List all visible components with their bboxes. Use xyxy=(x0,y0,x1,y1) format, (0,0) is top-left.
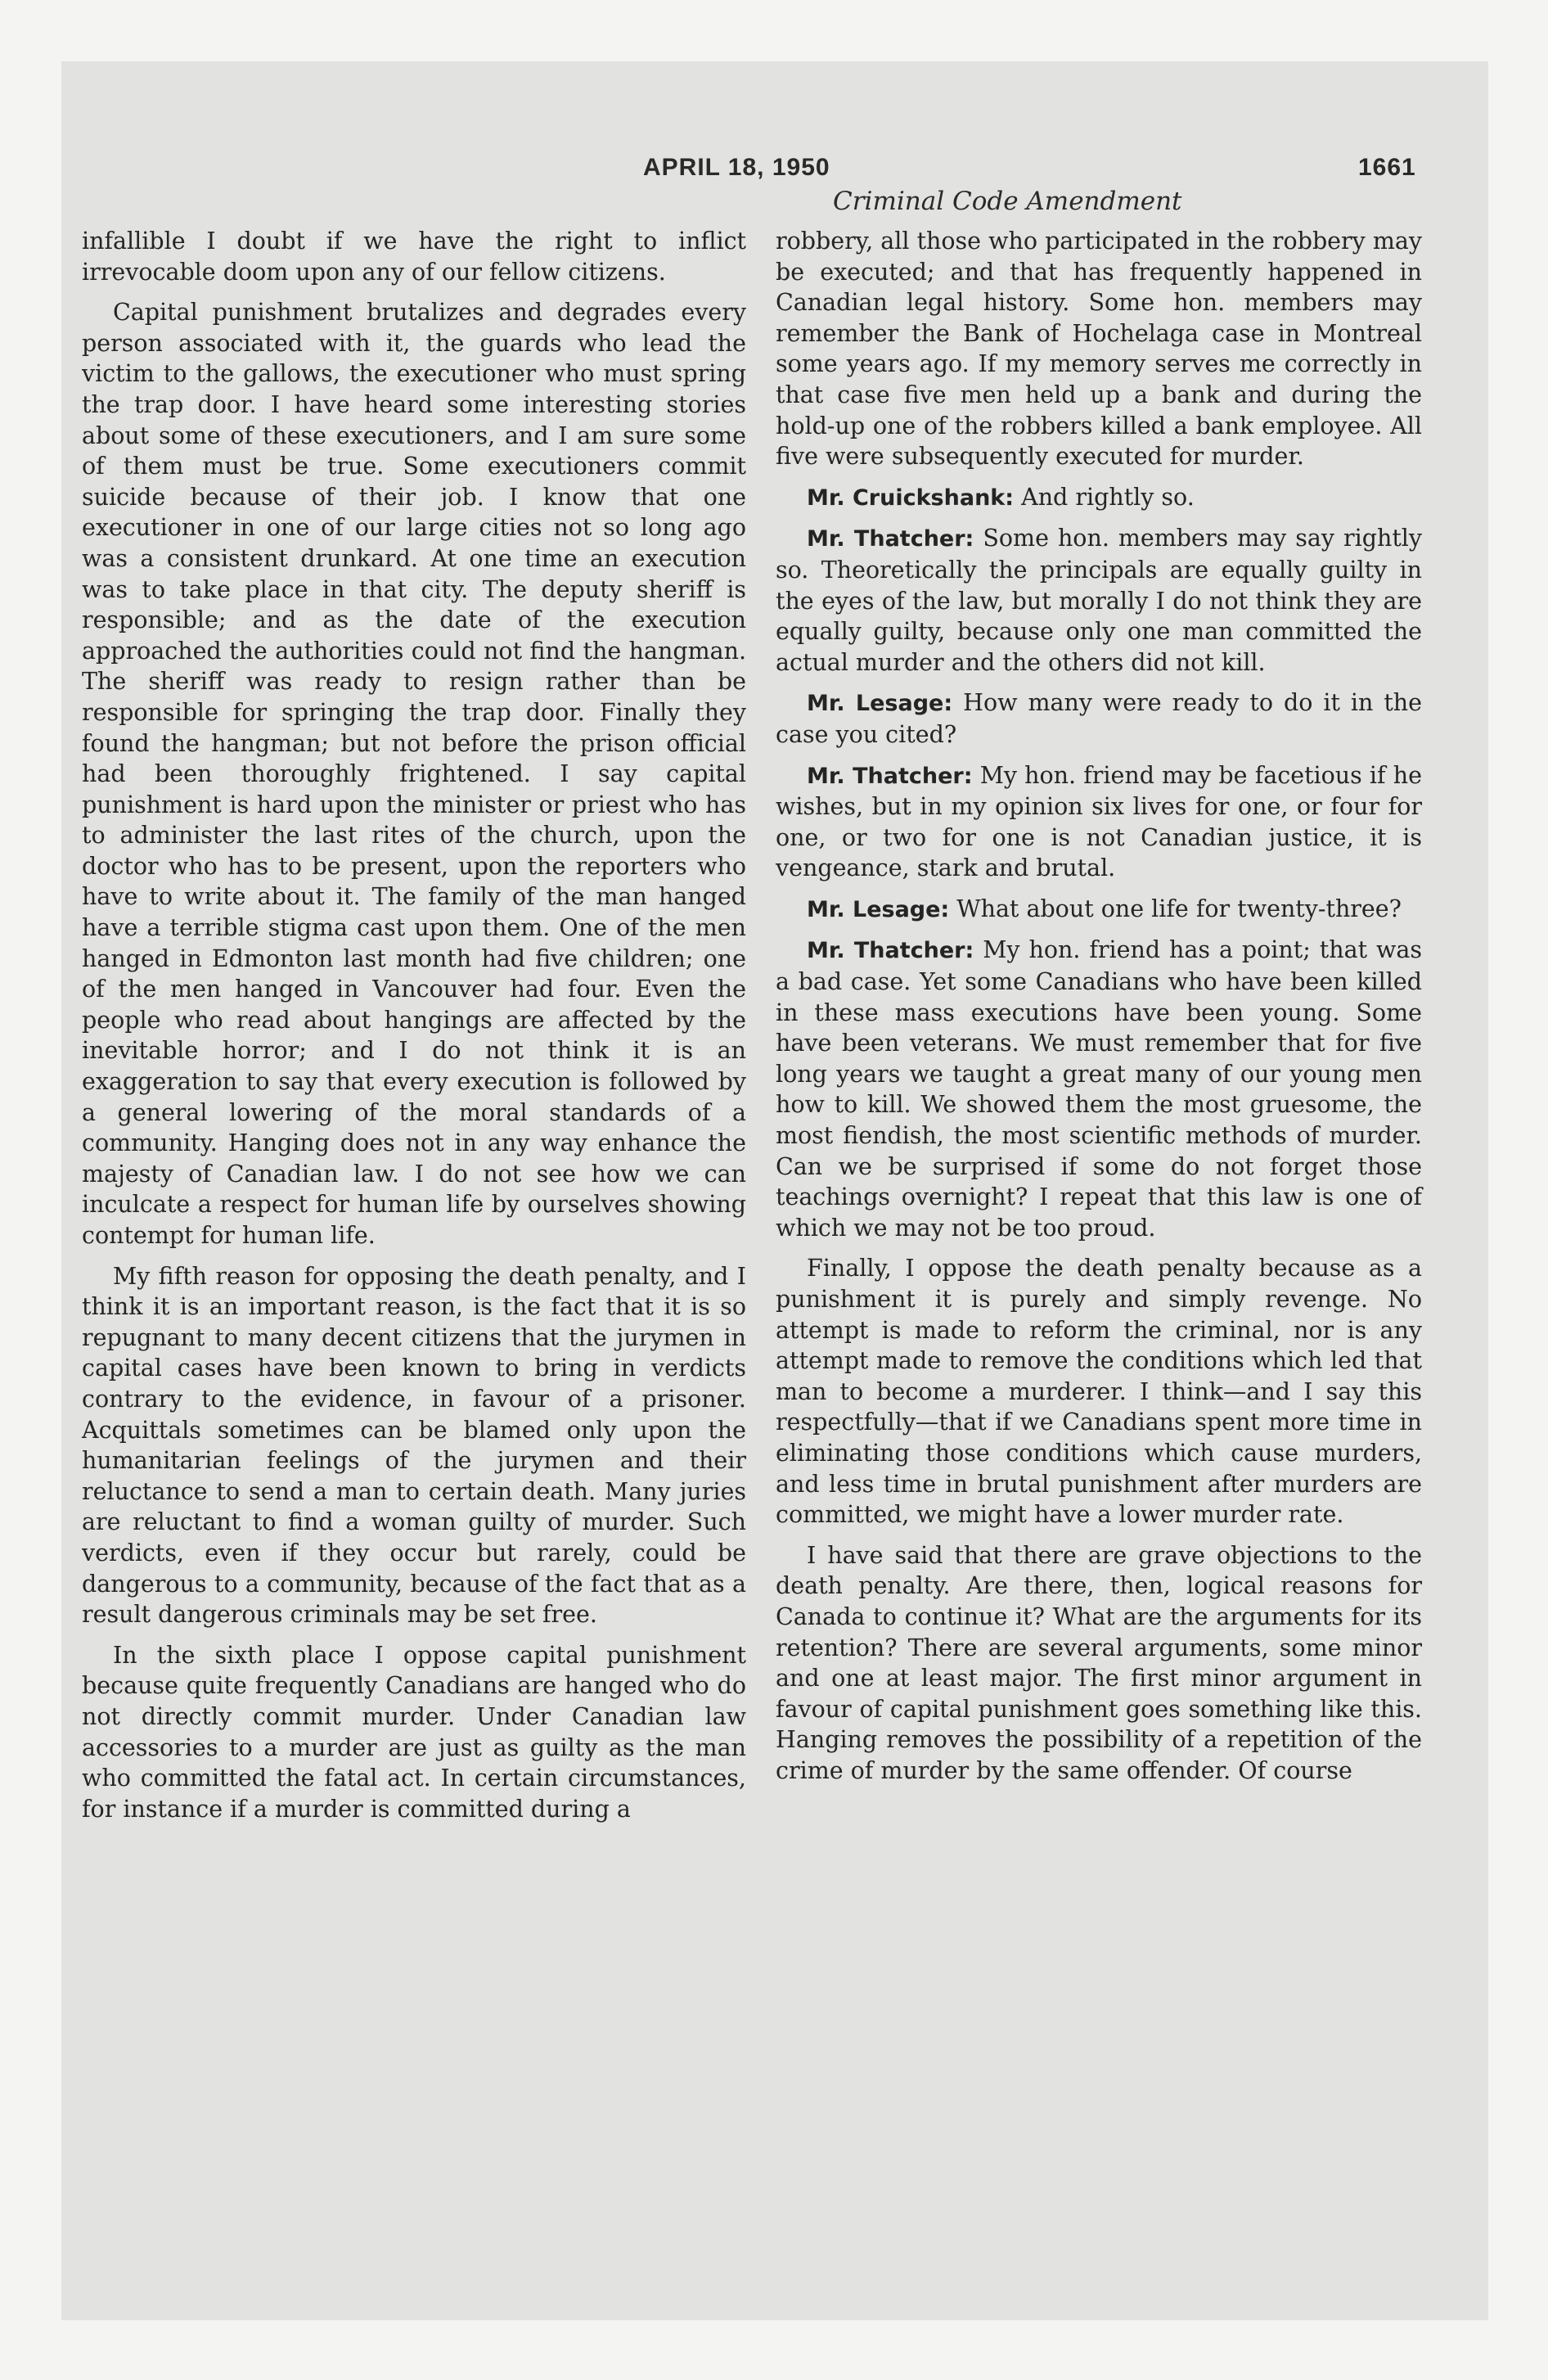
left-column xyxy=(82,226,746,1834)
speech-text: How many were ready to do it in the case you cited? xyxy=(776,689,1422,748)
speech xyxy=(776,687,1422,750)
right-column xyxy=(776,226,1422,1796)
speaker-name: Mr. Thatcher: xyxy=(807,763,973,789)
speaker-name: Mr. Thatcher: xyxy=(807,526,974,552)
speech-text: My hon. friend may be facetious if he wishes, but in my opinion six lives for one, or four for one, or two for one is not Canadian justice, it is vengeance, stark and brutal. xyxy=(776,761,1422,882)
paragraph: Finally, I oppose the death penalty because as a punishment it is purely and simply revenge. No attempt is made to reform the criminal, nor is any attempt made to remove the conditions which led that man to become a murderer. I think—and I say this respectfully—that if we Canadians spent more time in eliminating those conditions which cause murders, and less time in brutal punishment after murders are committed, we might have a lower murder rate. xyxy=(776,1255,1422,1529)
paragraph: My fifth reason for opposing the death penalty, and I think it is an important reason, is the fact that it is so repugnant to many decent citizens that the jurymen in capital cases have been known to bring in verdicts contrary to the evidence, in favour of a prisoner. Acquittals sometimes can be blamed only upon the humanitarian feelings of the jurymen and their reluctance to send a man to certain death. Many juries are reluctant to find a woman guilty of murder. Such verdicts, even if they occur but rarely, could be dangerous to a community, because of the fact that as a result dangerous criminals may be set free. xyxy=(82,1262,746,1629)
paragraph: I have said that there are grave objections to the death penalty. Are there, then, logical reasons for Canada to continue it? What are the arguments for its retention? There are several arguments, some minor and one at least major. The first minor argument in favour of capital punishment goes something like this. Hanging removes the possibility of a repetition of the crime of murder by the same offender. Of course xyxy=(776,1541,1422,1784)
speaker-name: Mr. Lesage: xyxy=(807,691,953,717)
paragraph: In the sixth place I oppose capital punishment because quite frequently Canadians are hanged who do not directly commit murder. Under Canadian law accessories to a murder are just as guilty as the man who committed the fatal act. In certain circumstances, for instance if a murder is committed during a xyxy=(82,1641,746,1823)
section-title: Criminal Code Amendment xyxy=(833,187,1182,216)
speech xyxy=(776,482,1422,514)
speech xyxy=(776,935,1422,1243)
speech-text: And rightly so. xyxy=(1021,483,1195,511)
speech-text: My hon. friend has a point; that was a bad case. Yet some Canadians who have been killed in these mass executions have been young. Some have been veterans. We must remember that for five long years we taught a great many of our young men how to kill. We showed them the most gruesome, the most fiendish, the most scientific methods of murder. Can we be surprised if some do not forget those teachings overnight? I repeat that this law is one of which we may not be too proud. xyxy=(776,936,1422,1242)
speech xyxy=(776,523,1422,678)
speaker-name: Mr. Lesage: xyxy=(807,896,950,922)
page-number: 1661 xyxy=(1358,154,1416,181)
speaker-name: Mr. Thatcher: xyxy=(807,938,974,964)
speech-text: What about one life for twenty-three? xyxy=(956,895,1402,922)
paragraph: robbery, all those who participated in the robbery may be executed; and that has frequently happened in Canadian legal history. Some hon. members may remember the Bank of Hochelaga case in Montreal some years ago. If my memory serves me correctly in that case five men held up a bank and during the hold-up one of the robbers killed a bank employee. All five were subsequently executed for murder. xyxy=(776,228,1422,471)
paragraph: infallible I doubt if we have the right to inflict irrevocable doom upon any of our fellow citizens. xyxy=(82,228,746,286)
page-header xyxy=(0,154,1548,187)
page-date: APRIL 18, 1950 xyxy=(643,154,830,181)
paragraph: Capital punishment brutalizes and degrades every person associated with it, the guards who lead the victim to the gallows, the executioner who must spring the trap door. I have heard some interesting stories about some of these executioners, and I am sure some of them must be true. Some executioners commit suicide because of their job. I know that one executioner in one of our large cities not so long ago was a consistent drunkard. At one time an execution was to take place in that city. The deputy sheriff is responsible; and as the date of the execution approached the authorities could not find the hangman. The sheriff was ready to resign rather than be responsible for springing the trap door. Finally they found the hangman; but not before the prison official had been thoroughly frightened. I say capital punishment is hard upon the minister or priest who has to administer the last rites of the church, upon the doctor who has to be present, upon the reporters who have to write about it. The family of the man hanged have a terrible stigma cast upon them. One of the men hanged in Edmonton last month had five children; one of the men hanged in Vancouver had four. Even the people who read about hangings are affected by the inevitable horror; and I do not think it is an exaggeration to say that every execution is followed by a general lowering of the moral standards of a community. Hanging does not in any way enhance the majesty of Canadian law. I do not see how we can inculcate a respect for human life by ourselves showing contempt for human life. xyxy=(82,299,746,1249)
speech-text: Some hon. members may say rightly so. Theoretically the principals are equally guilty in the eyes of the law, but morally I do not think they are equally guilty, because only one man committed the actual murder and the others did not kill. xyxy=(776,525,1423,676)
speech xyxy=(776,760,1422,884)
speech xyxy=(776,894,1422,926)
speaker-name: Mr. Cruickshank: xyxy=(807,485,1015,511)
